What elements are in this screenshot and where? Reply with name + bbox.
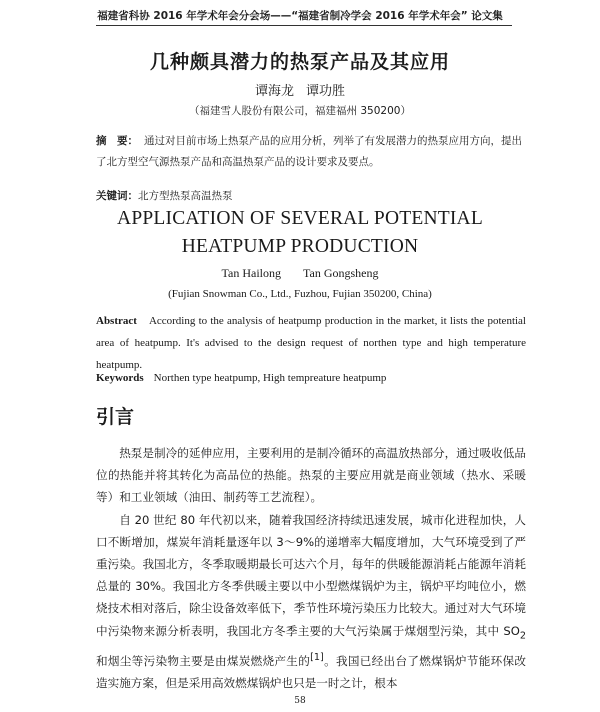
chinese-abstract-text: 通过对目前市场上热泵产品的应用分析，列举了有发展潜力的热泵应用方向，提出了北方型空气源热泵产品和高温热泵产品的设计要求及要点。 xyxy=(96,135,522,168)
chinese-affiliation: （福建雪人股份有限公司，福建福州 350200） xyxy=(189,105,411,117)
chinese-keywords xyxy=(96,188,233,203)
paragraph-2-part-a: 自 20 世纪 80 年代初以来，随着我国经济持续迅速发展，城市化进程加快，人口不断增加，煤炭年消耗量逐年以 3～9%的递增率大幅度增加，大气环境受到了严重污染。我国北方，冬季取暖期最长可达六个月，每年的供暖能源消耗占能源年消耗总量的 30%。我国北方冬季供暖主要以中小型燃煤锅炉为主，锅炉平均吨位小，燃烧技术相对落后，除尘设备效率低下，季节性环境污染压力比较大。通过对大气环境中污染物来源分析表明，我国北方冬季主要的大气污染属于煤烟型污染，其中 SO xyxy=(96,512,526,638)
citation-ref: [1] xyxy=(310,652,324,664)
english-abstract-label: Abstract xyxy=(96,315,137,327)
chinese-keywords-label: 关键词： xyxy=(96,190,138,202)
english-keywords-text: Northen type heatpump, High tempreature heatpump xyxy=(153,372,387,384)
chinese-authors xyxy=(0,80,600,99)
english-keywords-label: Keywords xyxy=(96,372,144,384)
english-author-1: Tan Hailong xyxy=(221,266,281,280)
chinese-abstract-label: 摘 要： xyxy=(96,135,138,147)
paragraph-1: 热泵是制冷的延伸应用，主要利用的是制冷循环的高温放热部分，通过吸收低品位的热能并将其转化为高品位的热能。热泵的主要应用就是商业领域（热水、采暖等）和工业领域（油田、制药等工艺流程）。 xyxy=(96,446,526,505)
section-heading: 引言 xyxy=(96,406,135,428)
chinese-author-2: 谭功胜 xyxy=(306,84,346,99)
english-author-2: Tan Gongsheng xyxy=(303,266,379,280)
so2-subscript: 2 xyxy=(519,629,526,641)
chinese-keywords-text: 北方型热泵高温热泵 xyxy=(138,190,233,202)
running-header: 福建省科协 2016 年学术年会分会场——“福建省制冷学会 2016 年学术年会” 论文集 xyxy=(97,10,503,22)
chinese-title: 几种颇具潜力的热泵产品及其应用 xyxy=(149,51,450,73)
english-title-line-1: APPLICATION OF SEVERAL POTENTIAL xyxy=(117,208,483,229)
english-abstract-text: According to the analysis of heatpump production in the market, it lists the potential area of heatpump. It's advised to the design request of northen type and high temperature heatpump. xyxy=(96,315,526,371)
chinese-abstract xyxy=(96,131,524,173)
paragraph-2-part-c: 。我国已经出台了燃煤锅炉节能环保改造实施方案，但是采用高效燃煤锅炉也只是一时之计，根本 xyxy=(96,654,526,691)
english-authors xyxy=(0,266,600,281)
paragraph-2 xyxy=(96,509,526,695)
english-affiliation: (Fujian Snowman Co., Ltd., Fuzhou, Fujian 350200, China) xyxy=(168,288,432,300)
chinese-author-1: 谭海龙 xyxy=(254,84,294,99)
english-title-line-2: HEATPUMP PRODUCTION xyxy=(181,236,419,257)
header-rule xyxy=(96,25,512,26)
body-text xyxy=(96,442,526,694)
page-number: 58 xyxy=(294,696,306,706)
english-keywords xyxy=(96,372,386,384)
english-abstract xyxy=(96,310,526,376)
paragraph-2-part-b: 和烟尘等污染物主要是由煤炭燃烧产生的 xyxy=(96,654,311,668)
